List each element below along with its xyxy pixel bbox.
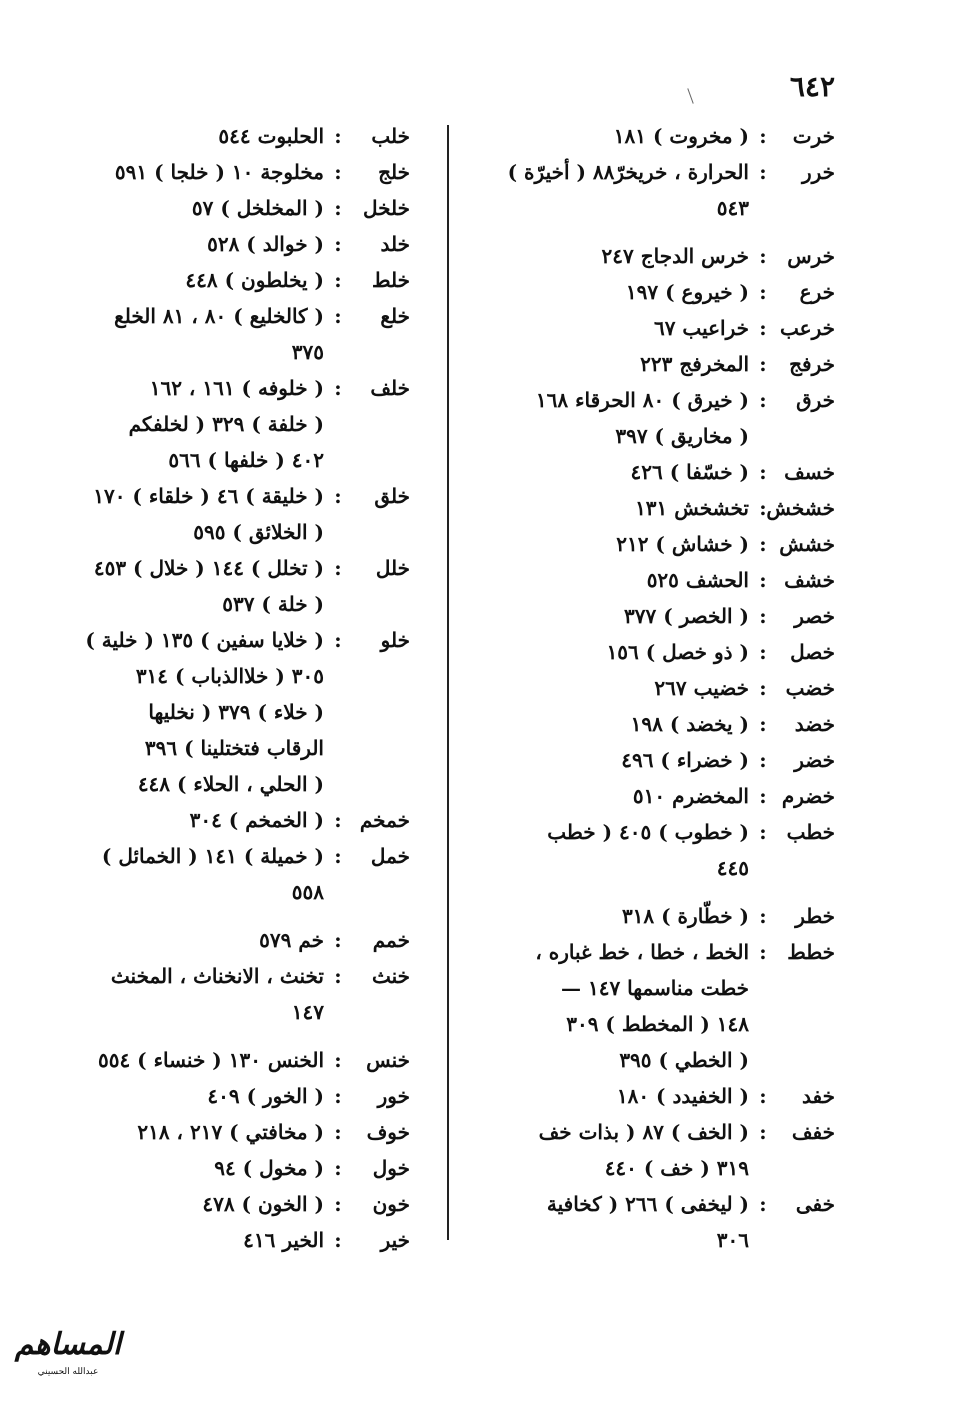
entry-root: خير bbox=[380, 1228, 410, 1252]
entry-colon: : bbox=[334, 268, 342, 292]
entry-text: الخنس ١٣٠ ( خنساء ) ٥٥٤ bbox=[97, 1048, 324, 1072]
entry-colon: : bbox=[334, 844, 342, 868]
entry-text: ( خيرق ) ٨٠ الحرقاء ١٦٨ bbox=[535, 388, 749, 412]
entry-text: ( الخف ) ٨٧ ( بذات خف bbox=[538, 1120, 749, 1144]
entry-text: ( الخور ) ٤٠٩ bbox=[207, 1084, 324, 1108]
column-divider bbox=[447, 125, 449, 1240]
entry-text: ( الخفيدد ) ١٨٠ bbox=[616, 1084, 749, 1108]
entry-root: خنث bbox=[371, 964, 410, 988]
index-entry bbox=[460, 850, 835, 886]
logo-mark: المساهم bbox=[14, 1327, 122, 1362]
entry-text: تخشخش ١٣١ bbox=[635, 496, 749, 520]
entry-colon: : bbox=[334, 304, 342, 328]
index-entry bbox=[50, 406, 410, 442]
entry-text: ( مخروت ) ١٨١ bbox=[613, 124, 749, 148]
entry-text: المخرفج ٢٢٣ bbox=[640, 352, 749, 376]
entry-text: ( الخطي ) ٣٩٥ bbox=[619, 1048, 749, 1072]
entry-colon: : bbox=[759, 460, 767, 484]
entry-text: ٣٧٥ bbox=[291, 340, 324, 364]
index-entry bbox=[50, 226, 410, 262]
entry-root: خلق bbox=[374, 484, 410, 508]
entry-text: ( خطوب ) ٤٠٥ ( خطب bbox=[547, 820, 749, 844]
entry-root: خلو bbox=[380, 628, 410, 652]
entry-text: ( خلوفه ) ١٦١ ، ١٦٢ bbox=[149, 376, 324, 400]
entry-colon: : bbox=[334, 484, 342, 508]
entry-text: الحلبوت ٥٤٤ bbox=[218, 124, 324, 148]
index-column-right bbox=[460, 118, 835, 1258]
entry-root: خصل bbox=[790, 640, 835, 664]
entry-text: ( الخمخم ) ٣٠٤ bbox=[189, 808, 324, 832]
entry-text: ( خلايا سفين ) ١٣٥ ( خلية ) bbox=[85, 628, 324, 652]
entry-text: ( خميلة ) ١٤١ ( الخمائل ) bbox=[101, 844, 324, 868]
entry-text: ( يخضد ) ١٩٨ bbox=[630, 712, 749, 736]
index-entry bbox=[460, 118, 835, 154]
index-entry bbox=[460, 1042, 835, 1078]
entry-text: ( الحلي ، الحلاء ) ٤٤٨ bbox=[137, 772, 324, 796]
entry-root: خلخل bbox=[362, 196, 410, 220]
entry-text: ٤٠٢ ( خلفها ) ٥٦٦ bbox=[168, 448, 324, 472]
index-entry bbox=[460, 310, 835, 346]
logo-subtext: عبدالله الحسيني bbox=[37, 1367, 99, 1377]
index-entry bbox=[460, 1006, 835, 1042]
entry-colon: : bbox=[334, 376, 342, 400]
entry-text: ( خلة ) ٥٣٧ bbox=[222, 592, 324, 616]
entry-text: الحرارة ، خريخرّ٨٨ ( أخيرّة ) bbox=[507, 160, 749, 184]
entry-text: ( تخلل ) ١٤٤ ( خلال ) ٤٥٣ bbox=[93, 556, 324, 580]
entry-colon: : bbox=[334, 232, 342, 256]
index-entry bbox=[50, 802, 410, 838]
entry-text: خم ٥٧٩ bbox=[259, 928, 324, 952]
entry-text: خطت مناسمها ١٤٧ — bbox=[560, 976, 749, 1000]
entry-root: خلط bbox=[372, 268, 410, 292]
entry-text: ٥٥٨ bbox=[291, 880, 324, 904]
page-number: ٦٤٢ bbox=[789, 70, 835, 103]
publisher-logo bbox=[8, 1325, 128, 1415]
entry-root: خضر bbox=[794, 748, 835, 772]
entry-colon: : bbox=[759, 1192, 767, 1216]
index-entry bbox=[50, 514, 410, 550]
entry-root: خطط bbox=[787, 940, 835, 964]
entry-colon: : bbox=[334, 964, 342, 988]
entry-colon: : bbox=[759, 388, 767, 412]
entry-colon: : bbox=[334, 196, 342, 220]
entry-root: خضرم bbox=[781, 784, 835, 808]
entry-text: ( الخلائق ) ٥٩٥ bbox=[193, 520, 324, 544]
entry-root: خضب bbox=[785, 676, 835, 700]
entry-text: ( خضراء ) ٤٩٦ bbox=[621, 748, 749, 772]
entry-root: خلد bbox=[380, 232, 410, 256]
entry-colon: : bbox=[759, 904, 767, 928]
entry-text: الحشف ٥٢٥ bbox=[646, 568, 749, 592]
entry-root: خون bbox=[372, 1192, 410, 1216]
entry-text: المخضرم ٥١٠ bbox=[632, 784, 749, 808]
index-entry bbox=[50, 334, 410, 370]
index-entry bbox=[460, 418, 835, 454]
index-entry bbox=[50, 298, 410, 334]
entry-colon: : bbox=[334, 1192, 342, 1216]
entry-text: ١٤٧ bbox=[291, 1000, 324, 1024]
index-entry bbox=[50, 922, 410, 958]
entry-text: خرس الدجاج ٢٤٧ bbox=[601, 244, 749, 268]
entry-root: خور bbox=[377, 1084, 410, 1108]
entry-colon: : bbox=[759, 1120, 767, 1144]
entry-text: ( خشاش ) ٢١٢ bbox=[616, 532, 749, 556]
entry-colon: : bbox=[334, 1084, 342, 1108]
entry-root: خلع bbox=[380, 304, 410, 328]
entry-colon: : bbox=[759, 940, 767, 964]
index-entry bbox=[460, 934, 835, 970]
index-entry bbox=[460, 970, 835, 1006]
entry-root: خشخش bbox=[766, 496, 835, 520]
entry-text: ٣٠٥ ( خلاالذباب ) ٣١٤ bbox=[135, 664, 324, 688]
entry-text: ( خيروع ) ١٩٧ bbox=[625, 280, 749, 304]
entry-colon: : bbox=[759, 160, 767, 184]
entry-root: خفد bbox=[802, 1084, 835, 1108]
index-entry bbox=[460, 190, 835, 226]
index-entry bbox=[460, 346, 835, 382]
index-entry bbox=[50, 622, 410, 658]
entry-text: ( مخاريق ) ٣٩٧ bbox=[615, 424, 749, 448]
index-entry bbox=[50, 550, 410, 586]
entry-root: خشش bbox=[779, 532, 835, 556]
entry-colon: : bbox=[334, 1156, 342, 1180]
index-entry bbox=[460, 1186, 835, 1222]
index-column-left bbox=[50, 118, 410, 1258]
entry-root: خرق bbox=[796, 388, 835, 412]
index-entry bbox=[460, 814, 835, 850]
index-entry bbox=[50, 874, 410, 910]
entry-root: خرس bbox=[787, 244, 835, 268]
entry-colon: : bbox=[334, 124, 342, 148]
entry-root: خلج bbox=[378, 160, 410, 184]
entry-text: ( يخلطون ) ٤٤٨ bbox=[185, 268, 324, 292]
index-entry bbox=[50, 478, 410, 514]
entry-colon: : bbox=[759, 244, 767, 268]
entry-colon: : bbox=[759, 712, 767, 736]
entry-colon: : bbox=[759, 568, 767, 592]
entry-colon: : bbox=[759, 496, 767, 520]
entry-text: ٣٠٦ bbox=[716, 1228, 749, 1252]
entry-root: خصر bbox=[794, 604, 835, 628]
index-entry bbox=[460, 274, 835, 310]
entry-root: خول bbox=[372, 1156, 410, 1180]
entry-text: ( كالخليع ) ٨٠ ، ٨١ الخلع bbox=[114, 304, 324, 328]
entry-colon: : bbox=[759, 784, 767, 808]
entry-colon: : bbox=[334, 160, 342, 184]
entry-text: ( مخافتي ) ٢١٧ ، ٢١٨ bbox=[137, 1120, 324, 1144]
entry-colon: : bbox=[759, 640, 767, 664]
entry-root: خنس bbox=[366, 1048, 410, 1072]
index-entry bbox=[50, 1078, 410, 1114]
index-entry bbox=[50, 730, 410, 766]
index-entry bbox=[460, 238, 835, 274]
entry-text: ( خلاء ) ٣٧٩ ( نخليها bbox=[148, 700, 324, 724]
entry-text: ( خوالد ) ٥٢٨ bbox=[207, 232, 324, 256]
entry-text: تخنث ، الانخناث ، المخنث bbox=[110, 964, 324, 988]
entry-text: مخلوجة ١٠ ( خلجا ) ٥٩١ bbox=[114, 160, 324, 184]
index-entry bbox=[460, 778, 835, 814]
entry-text: ٣١٩ ( خف ) ٤٤٠ bbox=[604, 1156, 749, 1180]
entry-text: ( ليخفى ) ٢٦٦ ( كخافية bbox=[546, 1192, 749, 1216]
entry-colon: : bbox=[759, 316, 767, 340]
index-entry bbox=[50, 154, 410, 190]
index-entry bbox=[50, 1042, 410, 1078]
entry-root: خضد bbox=[794, 712, 835, 736]
index-entry bbox=[460, 526, 835, 562]
index-entry bbox=[460, 898, 835, 934]
entry-root: خشف bbox=[784, 568, 835, 592]
entry-root: خرفج bbox=[789, 352, 835, 376]
entry-text: ( الخون ) ٤٧٨ bbox=[202, 1192, 324, 1216]
entry-colon: : bbox=[334, 808, 342, 832]
index-entry bbox=[460, 562, 835, 598]
index-entry bbox=[50, 118, 410, 154]
entry-text: الخير ٤١٦ bbox=[243, 1228, 324, 1252]
index-entry bbox=[460, 454, 835, 490]
index-entry bbox=[50, 370, 410, 406]
entry-root: خمخم bbox=[359, 808, 410, 832]
index-entry bbox=[460, 1078, 835, 1114]
entry-colon: : bbox=[334, 1228, 342, 1252]
entry-root: خمم bbox=[372, 928, 410, 952]
entry-root: خفى bbox=[795, 1192, 835, 1216]
index-entry bbox=[460, 1114, 835, 1150]
entry-colon: : bbox=[759, 676, 767, 700]
index-entry bbox=[50, 994, 410, 1030]
index-entry bbox=[460, 706, 835, 742]
entry-root: خوف bbox=[366, 1120, 410, 1144]
entry-colon: : bbox=[334, 1120, 342, 1144]
entry-colon: : bbox=[759, 1084, 767, 1108]
entry-colon: : bbox=[334, 556, 342, 580]
entry-root: خلف bbox=[370, 376, 410, 400]
entry-colon: : bbox=[759, 124, 767, 148]
index-entry bbox=[50, 838, 410, 874]
index-entry bbox=[50, 1150, 410, 1186]
index-entry bbox=[50, 442, 410, 478]
index-entry bbox=[460, 1222, 835, 1258]
entry-colon: : bbox=[759, 352, 767, 376]
entry-root: خرعب bbox=[780, 316, 835, 340]
entry-root: خلل bbox=[375, 556, 410, 580]
index-entry bbox=[50, 190, 410, 226]
index-entry bbox=[50, 958, 410, 994]
entry-text: ( خليقة ) ٤٦ ( خلقاء ) ١٧٠ bbox=[93, 484, 324, 508]
entry-text: خضيب ٢٦٧ bbox=[654, 676, 749, 700]
index-entry bbox=[460, 1150, 835, 1186]
index-entry bbox=[50, 262, 410, 298]
index-entry bbox=[50, 658, 410, 694]
entry-colon: : bbox=[759, 748, 767, 772]
index-entry bbox=[50, 766, 410, 802]
entry-colon: : bbox=[759, 604, 767, 628]
entry-text: ( خلفة ) ٣٢٩ ( لخلفكم bbox=[128, 412, 324, 436]
entry-root: خطر bbox=[795, 904, 835, 928]
entry-text: الرقاب فتختلينا ) ٣٩٦ bbox=[144, 736, 324, 760]
entry-root: خلب bbox=[371, 124, 410, 148]
index-entry bbox=[460, 154, 835, 190]
entry-root: خرر bbox=[801, 160, 835, 184]
index-entry bbox=[50, 586, 410, 622]
entry-colon: : bbox=[759, 532, 767, 556]
index-entry bbox=[460, 670, 835, 706]
index-entry bbox=[460, 382, 835, 418]
entry-root: خرت bbox=[792, 124, 835, 148]
index-entry bbox=[460, 598, 835, 634]
entry-text: الخط ، خطا ، خط غباره ، bbox=[535, 940, 749, 964]
entry-root: خرع bbox=[799, 280, 835, 304]
entry-root: خمل bbox=[370, 844, 410, 868]
entry-colon: : bbox=[334, 628, 342, 652]
index-entry bbox=[50, 1186, 410, 1222]
entry-text: ( خسّفا ) ٤٢٦ bbox=[630, 460, 749, 484]
index-entry bbox=[460, 490, 835, 526]
index-entry bbox=[460, 742, 835, 778]
entry-text: ١٤٨ ( المخطط ) ٣٠٩ bbox=[566, 1012, 749, 1036]
entry-root: خطب bbox=[786, 820, 835, 844]
entry-text: ( المخلخل ) ٥٧ bbox=[191, 196, 324, 220]
index-entry bbox=[460, 634, 835, 670]
entry-colon: : bbox=[334, 1048, 342, 1072]
entry-colon: : bbox=[759, 820, 767, 844]
index-entry bbox=[50, 694, 410, 730]
entry-root: خسف bbox=[784, 460, 835, 484]
index-entry bbox=[50, 1114, 410, 1150]
entry-text: خراعيب ٦٧ bbox=[653, 316, 749, 340]
entry-text: ( الخصر ) ٣٧٧ bbox=[624, 604, 749, 628]
index-entry bbox=[50, 1222, 410, 1258]
entry-text: ٥٤٣ bbox=[716, 196, 749, 220]
entry-text: ( خطّارة ) ٣١٨ bbox=[621, 904, 749, 928]
stray-mark bbox=[687, 88, 693, 103]
entry-text: ( مخول ) ٩٤ bbox=[214, 1156, 324, 1180]
entry-colon: : bbox=[334, 928, 342, 952]
entry-colon: : bbox=[759, 280, 767, 304]
entry-text: ( ذو خصل ) ١٥٦ bbox=[606, 640, 749, 664]
entry-text: ٤٤٥ bbox=[716, 856, 749, 880]
entry-root: خفف bbox=[791, 1120, 835, 1144]
